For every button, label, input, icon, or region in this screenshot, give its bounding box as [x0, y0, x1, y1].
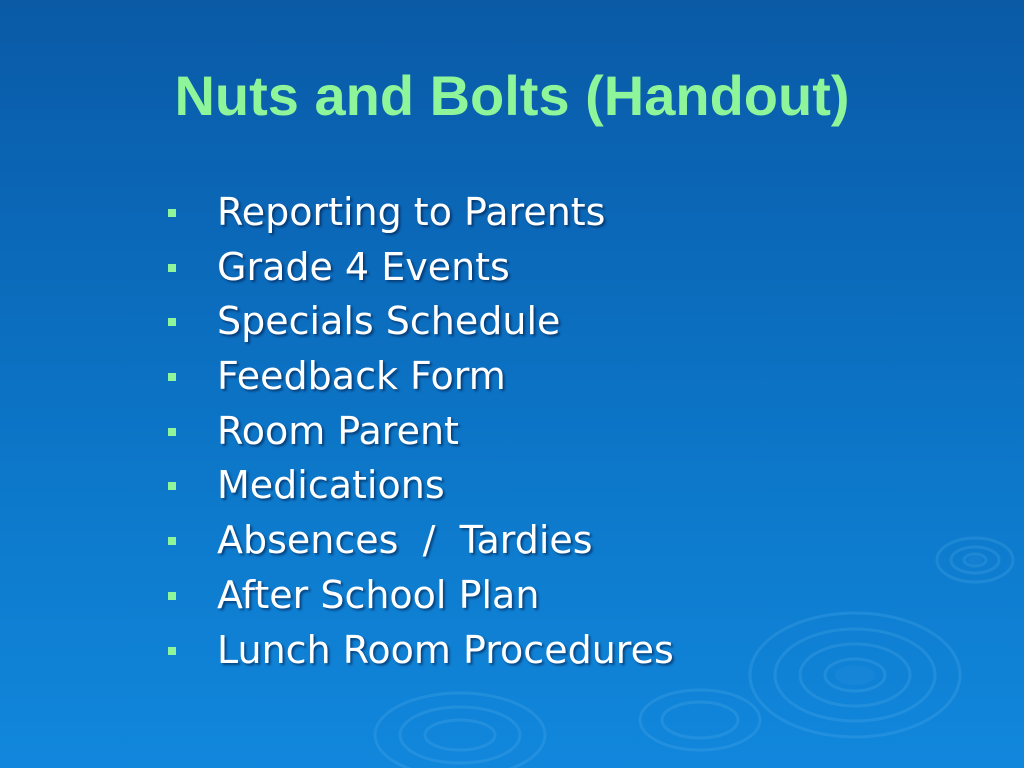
square-bullet-icon	[168, 318, 176, 326]
bullet-text: Room Parent	[217, 408, 459, 453]
bullet-text: Reporting to Parents	[217, 190, 606, 234]
square-bullet-icon	[168, 592, 176, 600]
slide-title: Nuts and Bolts (Handout)	[174, 64, 850, 127]
square-bullet-icon	[168, 264, 176, 272]
bullet-text: Grade 4 Events	[217, 244, 510, 289]
bullet-text: Specials Schedule	[217, 299, 561, 344]
bullet-text: Medications	[217, 463, 445, 508]
bullet-text: Lunch Room Procedures	[217, 627, 674, 672]
square-bullet-icon	[168, 373, 176, 381]
bullet-text: After School Plan	[217, 572, 540, 617]
square-bullet-icon	[168, 209, 176, 217]
square-bullet-icon	[168, 428, 176, 436]
square-bullet-icon	[168, 647, 176, 655]
bullet-text: Feedback Form	[217, 354, 506, 399]
bullet-text: Absences / Tardies	[217, 518, 593, 563]
square-bullet-icon	[168, 482, 176, 490]
square-bullet-icon	[168, 537, 176, 545]
